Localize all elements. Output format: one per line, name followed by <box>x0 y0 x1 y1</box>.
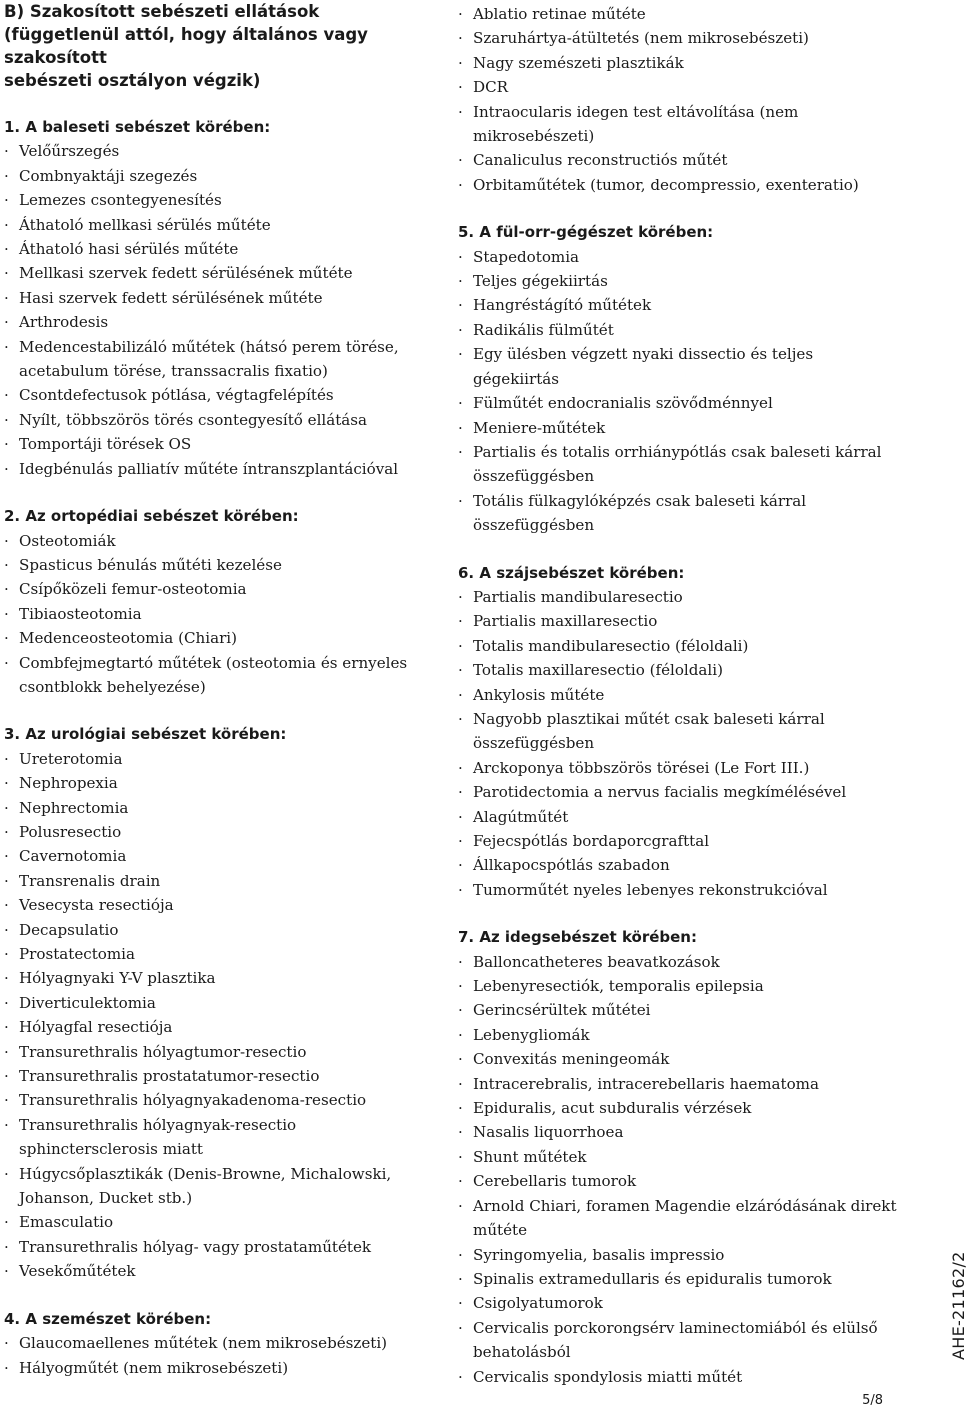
list-item: · Emasculatio <box>4 1210 434 1234</box>
list-item: · Tibiaosteotomia <box>4 602 434 626</box>
list-item: · Nephropexia <box>4 771 434 795</box>
list-item: · Canaliculus reconstructiós műtét <box>458 148 898 172</box>
procedure-list <box>458 585 898 902</box>
list-item: · Csigolyatumorok <box>458 1291 898 1315</box>
list-item: · Egy ülésben végzett nyaki dissectio és teljes gégekiirtás <box>458 342 898 391</box>
list-item: · Decapsulatio <box>4 918 434 942</box>
list-item: · Transurethralis hólyag- vagy prostataműtétek <box>4 1235 434 1259</box>
list-item: · Transurethralis hólyagnyak-resectio sphinctersclerosis miatt <box>4 1113 434 1162</box>
list-item: · Spinalis extramedullaris és epiduralis tumorok <box>458 1267 898 1291</box>
section-heading: 7. Az idegsebészet körében: <box>458 928 697 947</box>
section-heading: 6. A szájsebészet körében: <box>458 563 685 582</box>
list-item: · Balloncatheteres beavatkozások <box>458 950 898 974</box>
list-item: · Állkapocspótlás szabadon <box>458 853 898 877</box>
list-item: · Diverticulektomia <box>4 991 434 1015</box>
section <box>458 561 898 903</box>
list-item: · DCR <box>458 75 898 99</box>
list-item: · Mellkasi szervek fedett sérülésének műtéte <box>4 261 434 285</box>
list-item: · Shunt műtétek <box>458 1145 898 1169</box>
list-item: · Totalis mandibularesectio (féloldali) <box>458 634 898 658</box>
page-number: 5/8 <box>862 1393 883 1408</box>
list-item: · Combfejmegtartó műtétek (osteotomia és ernyeles csontblokk behelyezése) <box>4 651 434 700</box>
list-item: · Cervicalis spondylosis miatti műtét <box>458 1365 898 1389</box>
list-item: · Ankylosis műtéte <box>458 683 898 707</box>
section <box>4 115 434 481</box>
list-item: · Nephrectomia <box>4 796 434 820</box>
list-item: · Lemezes csontegyenesítés <box>4 188 434 212</box>
document-title: B) Szakosított sebészeti ellátások (függetlenül attól, hogy általános vagy szakosított sebészeti osztályon végzik) <box>4 2 368 90</box>
list-item: · Nagy szemészeti plasztikák <box>458 51 898 75</box>
list-item: · Húgycsőplasztikák (Denis-Browne, Michalowski, Johanson, Ducket stb.) <box>4 1162 434 1211</box>
list-item: · Parotidectomia a nervus facialis megkímélésével <box>458 780 898 804</box>
section <box>4 722 434 1283</box>
list-item: · Epiduralis, acut subduralis vérzések <box>458 1096 898 1120</box>
list-item: · Áthatoló mellkasi sérülés műtéte <box>4 213 434 237</box>
list-item: · Hólyagfal resectiója <box>4 1015 434 1039</box>
list-item: · Lebenyresectiók, temporalis epilepsia <box>458 974 898 998</box>
list-item: · Tumorműtét nyeles lebenyes rekonstrukcióval <box>458 878 898 902</box>
list-item: · Alagútműtét <box>458 805 898 829</box>
list-item: · Transurethralis hólyagtumor-resectio <box>4 1040 434 1064</box>
list-item: · Idegbénulás palliatív műtéte íntranszplantációval <box>4 457 434 481</box>
section-heading: 5. A fül-orr-gégészet körében: <box>458 223 714 242</box>
list-item: · Áthatoló hasi sérülés műtéte <box>4 237 434 261</box>
left-sections <box>4 115 434 1380</box>
list-item: · Nagyobb plasztikai műtét csak baleseti kárral összefüggésben <box>458 707 898 756</box>
section <box>458 220 898 537</box>
list-item: · Totalis maxillaresectio (féloldali) <box>458 658 898 682</box>
procedure-list <box>458 2 898 197</box>
list-item: · Cerebellaris tumorok <box>458 1169 898 1193</box>
list-item: · Intracerebralis, intracerebellaris haematoma <box>458 1072 898 1096</box>
list-item: · Nasalis liquorrhoea <box>458 1120 898 1144</box>
list-item: · Csípőközeli femur-osteotomia <box>4 577 434 601</box>
section <box>458 2 898 197</box>
section-heading: 4. A szemészet körében: <box>4 1309 212 1328</box>
list-item: · Transurethralis prostatatumor-resectio <box>4 1064 434 1088</box>
list-item: · Syringomyelia, basalis impressio <box>458 1243 898 1267</box>
document-code: AHE-21162/2 <box>949 1251 968 1360</box>
list-item: · Medencestabilizáló műtétek (hátsó perem törése, acetabulum törése, transsacralis fixatio) <box>4 335 434 384</box>
list-item: · Orbitaműtétek (tumor, decompressio, exenteratio) <box>458 173 898 197</box>
list-item: · Szaruhártya-átültetés (nem mikrosebészeti) <box>458 26 898 50</box>
list-item: · Cavernotomia <box>4 844 434 868</box>
procedure-list <box>4 747 434 1284</box>
list-item: · Hasi szervek fedett sérülésének műtéte <box>4 286 434 310</box>
list-item: · Velőűrszegés <box>4 139 434 163</box>
section-heading: 2. Az ortopédiai sebészet körében: <box>4 507 299 526</box>
list-item: · Vesecysta resectiója <box>4 893 434 917</box>
list-item: · Tomportáji törések OS <box>4 432 434 456</box>
section <box>4 504 434 699</box>
list-item: · Transurethralis hólyagnyakadenoma-resectio <box>4 1088 434 1112</box>
list-item: · Intraocularis idegen test eltávolítása (nem mikrosebészeti) <box>458 100 898 149</box>
list-item: · Radikális fülműtét <box>458 318 898 342</box>
list-item: · Partialis mandibularesectio <box>458 585 898 609</box>
list-item: · Totális fülkagylóképzés csak baleseti kárral összefüggésben <box>458 489 898 538</box>
list-item: · Teljes gégekiirtás <box>458 269 898 293</box>
procedure-list <box>4 529 434 700</box>
section-heading: 1. A baleseti sebészet körében: <box>4 118 271 136</box>
list-item: · Polusresectio <box>4 820 434 844</box>
list-item: · Fejecspótlás bordaporcgrafttal <box>458 829 898 853</box>
section <box>458 925 898 1389</box>
list-item: · Medenceosteotomia (Chiari) <box>4 626 434 650</box>
list-item: · Ablatio retinae műtéte <box>458 2 898 26</box>
list-item: · Hályogműtét (nem mikrosebészeti) <box>4 1356 434 1380</box>
list-item: · Meniere-műtétek <box>458 416 898 440</box>
left-column <box>4 0 434 1403</box>
list-item: · Transrenalis drain <box>4 869 434 893</box>
list-item: · Partialis maxillaresectio <box>458 609 898 633</box>
list-item: · Arthrodesis <box>4 310 434 334</box>
list-item: · Convexitás meningeomák <box>458 1047 898 1071</box>
list-item: · Prostatectomia <box>4 942 434 966</box>
list-item: · Combnyaktáji szegezés <box>4 164 434 188</box>
list-item: · Glaucomaellenes műtétek (nem mikrosebészeti) <box>4 1331 434 1355</box>
right-sections <box>458 2 898 1389</box>
list-item: · Hangréstágító műtétek <box>458 293 898 317</box>
section-heading: 3. Az urológiai sebészet körében: <box>4 725 287 744</box>
list-item: · Vesekőműtétek <box>4 1259 434 1283</box>
list-item: · Nyílt, többszörös törés csontegyesítő ellátása <box>4 408 434 432</box>
list-item: · Lebenygliomák <box>458 1023 898 1047</box>
list-item: · Osteotomiák <box>4 529 434 553</box>
list-item: · Hólyagnyaki Y-V plasztika <box>4 966 434 990</box>
list-item: · Arckoponya többszörös törései (Le Fort III.) <box>458 756 898 780</box>
procedure-list <box>458 245 898 538</box>
procedure-list <box>458 950 898 1389</box>
procedure-list <box>4 1331 434 1380</box>
list-item: · Stapedotomia <box>458 245 898 269</box>
procedure-list <box>4 139 434 481</box>
list-item: · Spasticus bénulás műtéti kezelése <box>4 553 434 577</box>
list-item: · Partialis és totalis orrhiánypótlás csak baleseti kárral összefüggésben <box>458 440 898 489</box>
list-item: · Fülműtét endocranialis szövődménnyel <box>458 391 898 415</box>
list-item: · Arnold Chiari, foramen Magendie elzáródásának direkt műtéte <box>458 1194 898 1243</box>
list-item: · Csontdefectusok pótlása, végtagfelépítés <box>4 383 434 407</box>
list-item: · Cervicalis porckorongsérv laminectomiából és elülső behatolásból <box>458 1316 898 1365</box>
section <box>4 1307 434 1380</box>
list-item: · Gerincsérültek műtétei <box>458 998 898 1022</box>
right-column <box>458 2 898 1412</box>
list-item: · Ureterotomia <box>4 747 434 771</box>
